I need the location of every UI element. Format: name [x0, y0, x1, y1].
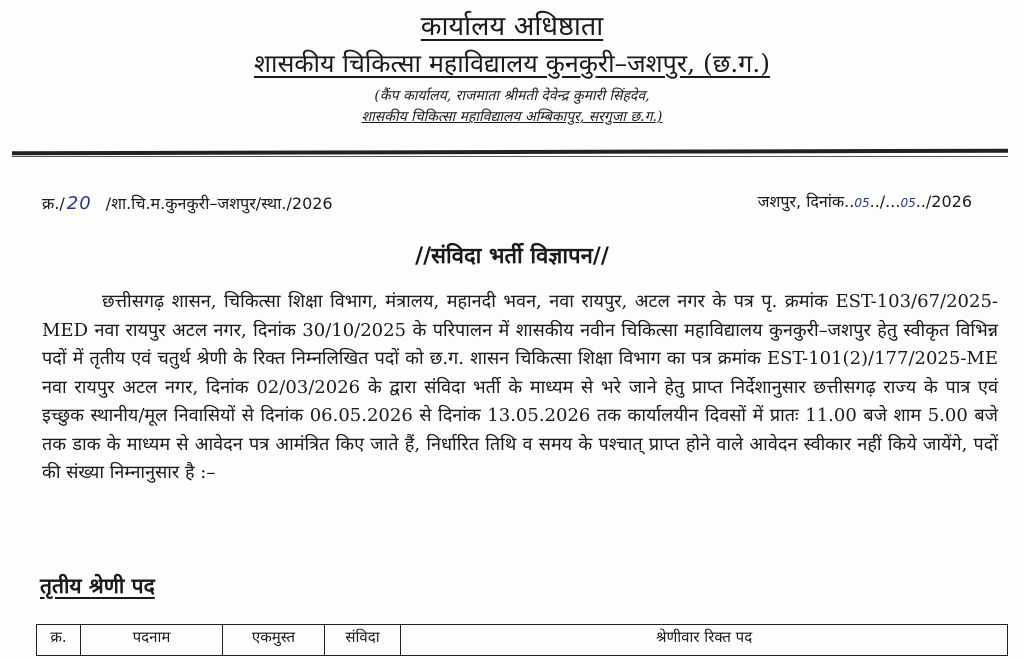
header-divider-thin [12, 156, 1008, 157]
table-header-lump-sum: एकमुस्त [223, 625, 325, 656]
table-header-category-vacancies: श्रेणीवार रिक्त पद [401, 625, 1008, 656]
office-title: कार्यालय अधिष्ठाता [420, 11, 604, 42]
notice-body-paragraph: छत्तीसगढ़ शासन, चिकित्सा शिक्षा विभाग, मंत्रालय, महानदी भवन, नवा रायपुर, अटल नगर के पत्र पृ. क्रमांक EST-103/67/2025-MED नवा रायपुर अटल नगर, दिनांक 30/10/2025 के परिपालन में शासकीय नवीन चिकित्सा महाविद्यालय कुनकुरी–जशपुर हेतु स्वीकृत विभिन्न पदों में तृतीय एवं चतुर्थ श्रेणी के रिक्त निम्नलिखित पदों को छ.ग. शासन चिकित्सा शिक्षा विभाग का पत्र क्रमांक EST-101(2)/177/2025-ME नवा रायपुर अटल नगर, दिनांक 02/03/2026 के द्वारा संविदा भर्ती के माध्यम से भरे जाने हेतु प्राप्त निर्देशानुसार छत्तीसगढ़ राज्य के पात्र एवं इच्छुक स्थानीय/मूल निवासियों से दिनांक 06.05.2026 से दिनांक 13.05.2026 तक कार्यालयीन दिवसों में प्रातः 11.00 बजे शाम 5.00 बजे तक डाक के माध्यम से आवेदन पत्र आमंत्रित किए जाते हैं, निर्धारित तिथि व समय के पश्चात् प्राप्त होने वाले आवेदन स्वीकार नहीं किये जायेंगे, पदों की संख्या निम्नानुसार है :– [42, 291, 998, 483]
table-header-contract: संविदा [325, 625, 401, 656]
camp-office-line-1: (कैंप कार्यालय, राजमाता श्रीमती देवेन्द्र कुमारी सिंहदेव, [374, 88, 650, 104]
camp-office-line-2: शासकीय चिकित्सा महाविद्यालय अम्बिकापुर, सरगुजा छ.ग.) [361, 109, 663, 125]
date-day-handwritten: 05 [854, 196, 870, 210]
reference-number [42, 192, 333, 214]
issue-date [758, 190, 972, 212]
header-divider-thick [12, 149, 1008, 156]
reference-prefix: क्र./ [42, 194, 65, 213]
reference-handwritten-number: 20 [66, 193, 92, 214]
table-header-post-name: पदनाम [81, 625, 223, 656]
date-month-handwritten: 05 [900, 196, 916, 210]
date-separator: ../... [869, 192, 901, 211]
notice-heading: //संविदा भर्ती विज्ञापन// [415, 244, 609, 269]
reference-suffix: /शा.चि.म.कुनकुरी–जशपुर/स्था./2026 [105, 194, 333, 213]
table-header-row [37, 625, 1008, 656]
section-title-class-3-posts: तृतीय श्रेणी पद [40, 574, 155, 598]
table-header-serial: क्र. [37, 625, 81, 656]
date-suffix: ../2026 [915, 192, 972, 211]
college-name: शासकीय चिकित्सा महाविद्यालय कुनकुरी–जशपुर, (छ.ग.) [253, 49, 771, 78]
posts-table [36, 624, 1008, 656]
date-prefix: जशपुर, दिनांक.. [757, 192, 855, 211]
